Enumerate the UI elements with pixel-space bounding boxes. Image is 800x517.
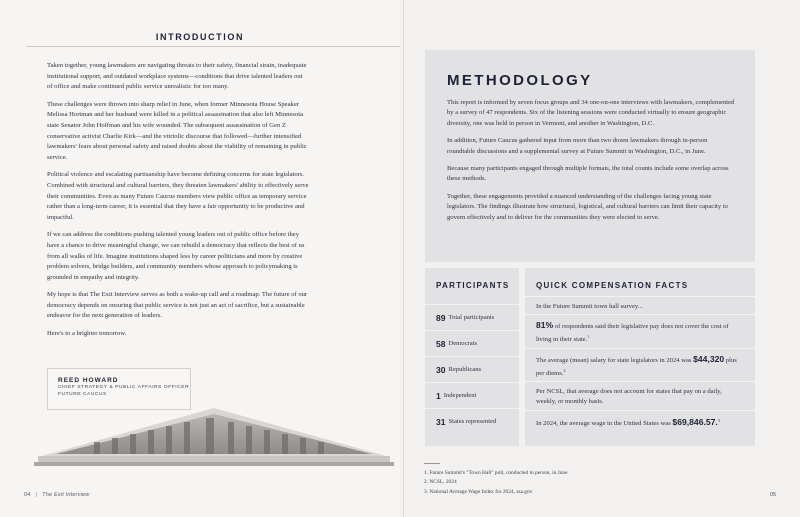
heading-rule [26,46,400,47]
compensation-heading: QUICK COMPENSATION FACTS [536,281,689,290]
participant-row [425,330,519,356]
footer-separator: | [35,492,38,498]
participants-heading: PARTICIPANTS [436,281,510,290]
participant-label: Democrats [448,340,478,347]
participant-count: 89 [436,312,446,323]
footnote-ref: 3 [717,418,720,423]
left-footer [24,492,89,498]
pediment-illustration [34,404,394,476]
fact-text: The average (mean) salary for state legislators in 2024 was [536,357,694,364]
fact-text: In 2024, the average wage in the United States was [536,420,673,428]
intro-paragraph: If we can address the conditions pushing talented young leaders out of public office before they have a chance to drive meaningful change, we can rebuild a democracy that reflects the best of us from all walks of life. Imagine institutions shaped less by career politicians and more by creative problem solvers, bridge builders, and community members whose approach to policymaking is grounded in empathy and integrity. [47,231,305,281]
compensation-fact [525,348,755,381]
fact-text: plus per diems. [536,357,737,378]
participant-label: Independent [443,392,477,399]
intro-paragraph: Taken together, young lawmakers are navigating threats to their safety, financial strain, inadequate institutional support, and outdated workplace systems—conditions that drive talented leaders out of office and make continued public service unrealistic for too many. [47,62,307,91]
methodology-paragraph: This report is informed by seven focus groups and 34 one-on-one interviews with lawmakers, complemented by a survey of 47 respondents. Six of the listening sessions were conducted virtually to ensure geographic diversity, one was held in person in Vermont, and another in Washington, D.C. [447,99,735,127]
signatory-name: REED HOWARD [58,377,119,384]
compensation-intro [525,296,755,314]
participant-label: Total participants [448,314,495,321]
participant-count: 31 [436,416,446,427]
signatory-title: CHIEF STRATEGY & PUBLIC AFFAIRS OFFICER [58,385,190,390]
footnote-ref: 1 [587,334,590,340]
right-page-number: 05 [770,492,777,498]
compensation-intro-text: In the Future Summit town hall survey... [536,303,643,310]
methodology-paragraph: In addition, Future Caucus gathered input from more than two dozen lawmakers through in-person roundtable discussions and a supplemental survey at Future Summit in Washington, D.C., in June. [447,137,708,155]
compensation-fact [525,314,755,348]
footnote-rule [424,463,440,464]
intro-paragraph: Political violence and escalating partisanship have become defining concerns for state legislators. Combined with structural and cultural barriers, they threaten lawmakers' ability to effectively serve their communities. Even as many Future Caucus members view public office as temporary service rather than a long-term career, it is essential that they have a fair opportunity to be productive and impactful. [47,171,309,221]
footnote-ref: 2 [563,368,566,374]
fact-text: Per NCSL, that average does not account for states that pay on a daily, weekly, or monthly basis. [536,388,722,406]
compensation-fact [525,381,755,410]
participant-row [425,304,519,330]
intro-paragraph: Here's to a brighter tomorrow. [47,330,127,338]
participant-row [425,382,519,408]
footnote: 1. Future Summit's "Town Hall" poll, conducted in person, in June [424,470,568,476]
methodology-heading: METHODOLOGY [447,72,593,89]
fact-text: of respondents said their legislative pay does not cover the cost of living in their state. [536,323,729,344]
footnote: 3. National Average Wage Index for 2024, ssa.gov [424,488,533,495]
intro-paragraph: My hope is that The Exit Interview serves as both a wake-up call and a roadmap. The future of our democracy depends on ensuring that public service is not just an act of sacrifice, but a sustainable endeavor for the next generation of leaders. [47,291,308,320]
methodology-paragraph: Together, these engagements provided a nuanced understanding of the challenges facing young state legislators. The findings illustrate how structural, logistical, and cultural barriers can limit their capacity to govern effectively and to deliver for the communities they were elected to serve. [447,192,728,221]
footnotes [424,469,724,497]
intro-paragraph: These challenges were thrown into sharp relief in June, when former Minnesota House Speaker Melissa Hortman and her husband were killed in a political assassination that also left Minnesota state Senator John Hoffman and his wife wounded. The subsequent assassination of Gen Z conservative activist Charlie Kirk—and the vitriolic discourse that followed—further intensified lawmakers' fears about personal safety and raised doubts about the viability of remaining in public service. [47,100,307,161]
fact-highlight: $44,320 [693,354,725,364]
document-title: The Exit Interview [42,492,90,498]
footnote: 2. NCSL, 2024 [424,479,457,486]
participant-label: States represented [448,418,497,425]
participant-row [425,408,519,434]
fact-highlight: 81% [536,320,554,330]
methodology-paragraph: Because many participants engaged through multiple formats, the total counts include some overlap across these methods. [447,165,729,183]
participant-count: 1 [436,390,441,401]
participant-count: 58 [436,338,446,349]
participant-label: Republicans [448,366,482,373]
introduction-body [47,61,309,347]
signatory-org: FUTURE CAUCUS [58,392,107,397]
introduction-heading: INTRODUCTION [155,32,245,42]
methodology-body [447,98,737,230]
fact-highlight: $69,846.57. [672,417,718,428]
participant-count: 30 [436,364,446,375]
spine-divider [403,0,404,517]
compensation-fact [525,410,755,446]
page-number: 04 [24,492,31,498]
participant-row [425,356,519,382]
